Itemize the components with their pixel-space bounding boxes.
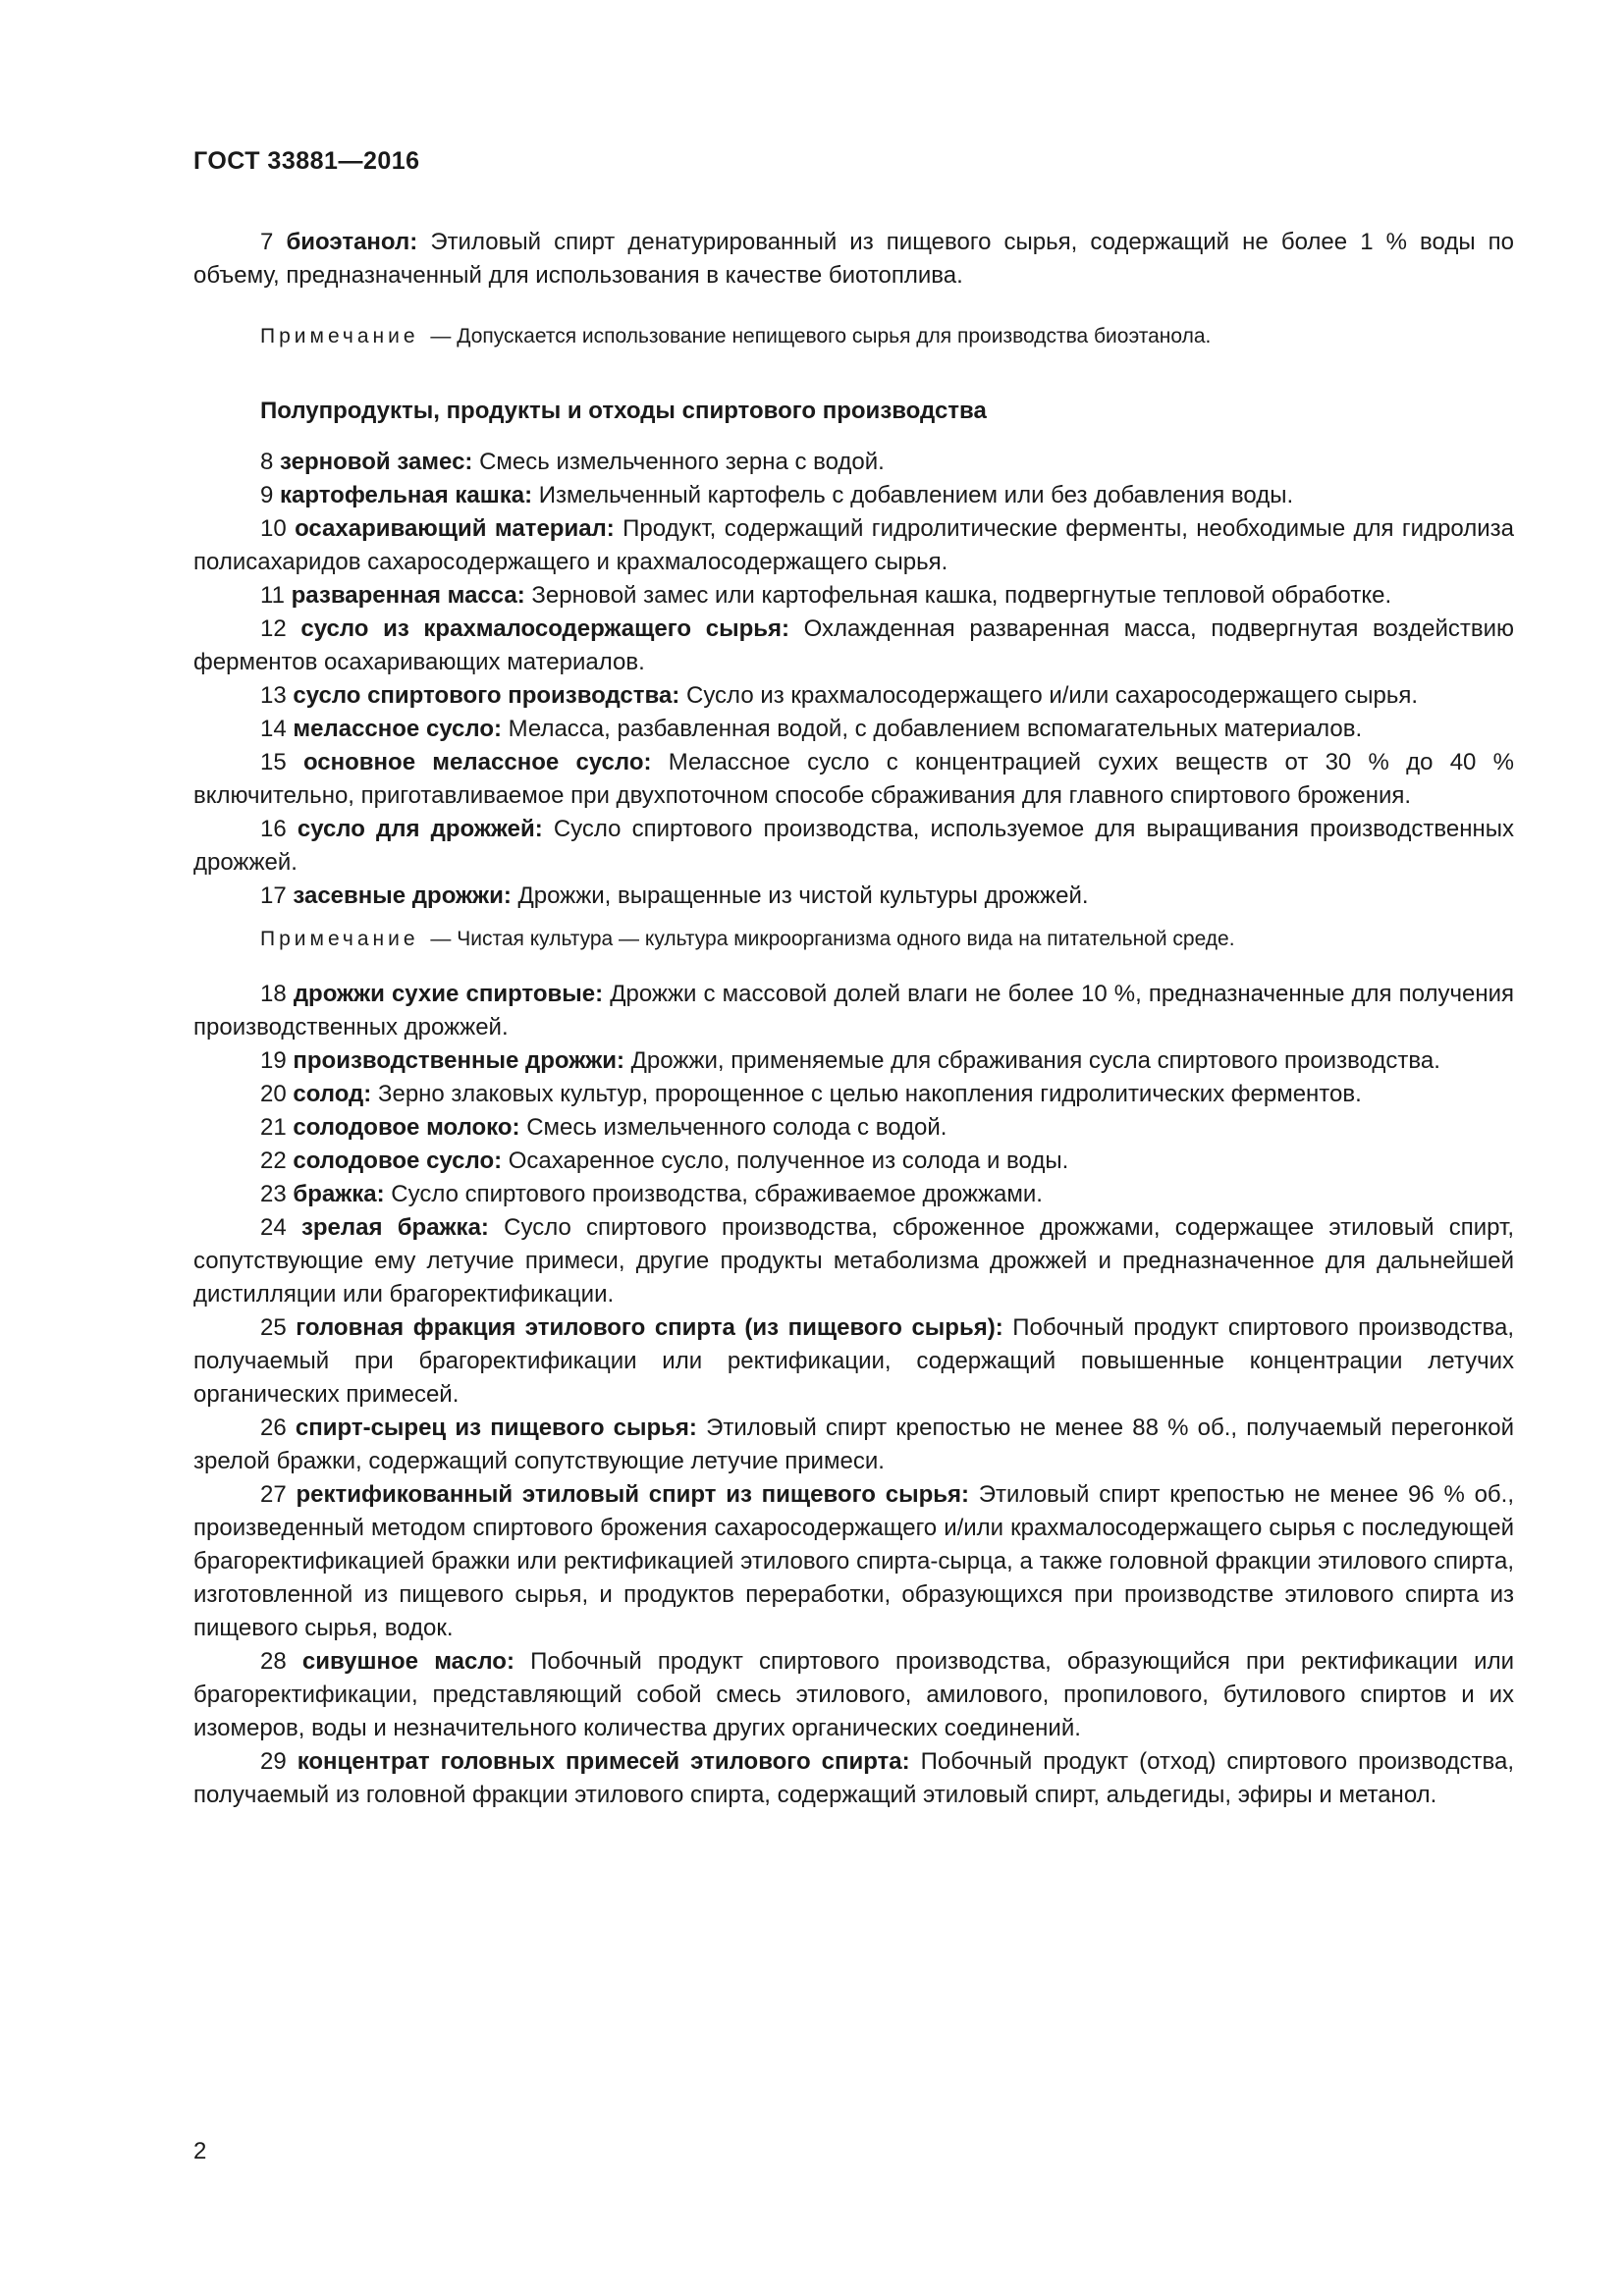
definition-entry [193,746,1514,813]
entry-text: Осахаренное сусло, полученное из солода и воды. [508,1148,1069,1174]
entry-number: 27 [260,1481,287,1508]
entry-term: биоэтанол: [286,229,418,255]
definition-entry [193,1145,1514,1178]
definition-entry [193,1111,1514,1145]
definition-entry [193,512,1514,579]
definition-entry [193,679,1514,713]
entry-term: бражка: [293,1181,385,1207]
entry-text: Измельченный картофель с добавлением или без добавления воды. [538,482,1294,508]
entry-number: 26 [260,1415,287,1441]
entry-text: Продукт, содержащий гидролитические ферменты, необходимые для гидролиза полисахаридов сахаросодержащего и крахмалосодержащего сырья. [193,515,1514,575]
definition-entry [193,880,1514,913]
entry-number: 23 [260,1181,287,1207]
entry-number: 10 [260,515,287,542]
entry-text: Дрожжи с массовой долей влаги не более 10 %, предназначенные для получения производственных дрожжей. [193,981,1514,1041]
entry-text: Сусло спиртового производства, используемое для выращивания производственных дрожжей. [193,816,1514,876]
definition-entry [193,1178,1514,1211]
entries-group-a [193,446,1514,913]
entry-number: 18 [260,981,287,1007]
entry-term: сусло спиртового производства: [293,682,680,709]
entry-number: 25 [260,1314,287,1341]
entry-text: Зерновой замес или картофельная кашка, подвергнутые тепловой обработке. [531,582,1392,609]
definition-entry [193,1478,1514,1645]
entry-term: зрелая бражка: [300,1214,489,1241]
entry-number: 24 [260,1214,287,1241]
entry-7 [193,226,1514,293]
entry-text: Этиловый спирт денатурированный из пищевого сырья, содержащий не более 1 % воды по объему, предназначенный для использования в качестве биотоплива. [193,229,1515,289]
entry-term: солодовое сусло: [293,1148,503,1174]
entry-number: 14 [260,716,287,742]
entry-text: Побочный продукт спиртового производства, получаемый при брагоректификации или ректификации, содержащий повышенные концентрации летучих органических примесей. [193,1314,1514,1408]
standard-header: ГОСТ 33881—2016 [193,147,420,175]
entry-term: солодовое молоко: [293,1114,520,1141]
entries-group-b [193,978,1514,1812]
entry-term: дрожжи сухие спиртовые: [293,981,604,1007]
entry-number: 29 [260,1748,287,1775]
note-label: Примечание [260,325,419,347]
definition-entry [193,446,1514,479]
entry-term: ректификованный этиловый спирт из пищевого сырья: [296,1481,969,1508]
definition-entry [193,1211,1514,1311]
entry-term: производственные дрожжи: [293,1047,624,1074]
entry-term: засевные дрожжи: [293,882,512,909]
entry-text: Дрожжи, выращенные из чистой культуры дрожжей. [517,882,1089,909]
definition-entry [193,1044,1514,1078]
definition-entry [193,1745,1514,1812]
entry-term: сивушное масло: [301,1648,514,1675]
definition-entry [193,813,1514,880]
entry-text: Побочный продукт (отход) спиртового производства, получаемый из головной фракции этилового спирта, содержащий этиловый спирт, альдегиды, эфиры и метанол. [193,1748,1515,1808]
entry-text: Дрожжи, применяемые для сбраживания сусла спиртового производства. [630,1047,1440,1074]
entry-term: солод: [293,1081,372,1107]
page-number: 2 [193,2138,207,2164]
note-label: Примечание [260,928,419,950]
entry-term: головная фракция этилового спирта (из пищевого сырья): [296,1314,1003,1341]
entry-term: основное мелассное сусло: [302,749,652,775]
entry-term: осахаривающий материал: [295,515,615,542]
entry-text: Сусло спиртового производства, сбраживаемое дрожжами. [391,1181,1043,1207]
definition-entry [193,1412,1514,1478]
entry-number: 12 [260,615,287,642]
entry-number: 13 [260,682,287,709]
entry-text: Этиловый спирт крепостью не менее 96 % об., произведенный методом спиртового брожения сахаросодержащего и/или крахмалосодержащего сырья с последующей брагоректификацией бражки или ректификацией этилового спирта-сырца, а также головной фракции этилового спирта, изготовленной из пищевого сырья, и продуктов переработки, образующихся при производстве этилового спирта из пищевого сырья, водок. [193,1481,1515,1641]
entry-text: Сусло спиртового производства, сброженное дрожжами, содержащее этиловый спирт, сопутствующие ему летучие примеси, другие продукты метаболизма дрожжей и предназначенное для дальнейшей дистилляции или брагоректификации. [193,1214,1514,1308]
entry-term: мелассное сусло: [293,716,502,742]
definition-entry [193,1645,1514,1745]
entry-text: Охлажденная разваренная масса, подвергнутая воздействию ферментов осахаривающих материалов. [193,615,1515,675]
entry-number: 20 [260,1081,287,1107]
entry-text: Мелассное сусло с концентрацией сухих веществ от 30 % до 40 % включительно, приготавливаемое при двухпоточном способе сбраживания для главного спиртового брожения. [193,749,1514,809]
document-body [193,226,1514,1812]
entry-number: 21 [260,1114,287,1141]
entry-term: спирт-сырец из пищевого сырья: [295,1415,697,1441]
entry-text: Зерно злаковых культур, пророщенное с целью накопления гидролитических ферментов. [377,1081,1362,1107]
section-heading: Полупродукты, продукты и отходы спиртового производства [260,398,987,424]
entry-term: зерновой замес: [280,449,473,475]
definition-entry [193,978,1514,1044]
entry-number: 28 [260,1648,287,1675]
entry-term: разваренная масса: [291,582,525,609]
definition-entry [193,479,1514,512]
entry-number: 7 [260,229,274,255]
entry-text: Смесь измельченного зерна с водой. [479,449,885,475]
entry-text: Побочный продукт спиртового производства, образующийся при ректификации или брагоректификации, представляющий собой смесь этилового, амилового, пропилового, бутилового спиртов и их изомеров, воды и незначительного количества других органических соединений. [193,1648,1514,1741]
entry-text: Меласса, разбавленная водой, с добавлением вспомагательных материалов. [508,716,1363,742]
entry-number: 19 [260,1047,287,1074]
definition-entry [193,1078,1514,1111]
entry-term: концентрат головных примесей этилового спирта: [297,1748,910,1775]
entry-number: 22 [260,1148,287,1174]
entry-number: 16 [260,816,287,842]
entry-number: 11 [260,582,285,609]
entry-text: Смесь измельченного солода с водой. [526,1114,947,1141]
entry-term: картофельная кашка: [280,482,533,508]
note-text: — Допускается использование непищевого сырья для производства биоэтанола. [430,325,1212,347]
note-1 [193,322,1514,351]
note-2 [193,925,1514,954]
entry-number: 8 [260,449,274,475]
entry-text: Этиловый спирт крепостью не менее 88 % об., получаемый перегонкой зрелой бражки, содержащий сопутствующие летучие примеси. [193,1415,1514,1474]
entry-number: 17 [260,882,287,909]
entry-number: 15 [260,749,287,775]
entry-number: 9 [260,482,274,508]
entry-text: Сусло из крахмалосодержащего и/или сахаросодержащего сырья. [685,682,1419,709]
definition-entry [193,1311,1514,1412]
note-text: — Чистая культура — культура микроорганизма одного вида на питательной среде. [430,928,1235,950]
definition-entry [193,579,1514,613]
definition-entry [193,613,1514,679]
entry-term: сусло из крахмалосодержащего сырья: [300,615,789,642]
entry-term: сусло для дрожжей: [297,816,543,842]
definition-entry [193,713,1514,746]
